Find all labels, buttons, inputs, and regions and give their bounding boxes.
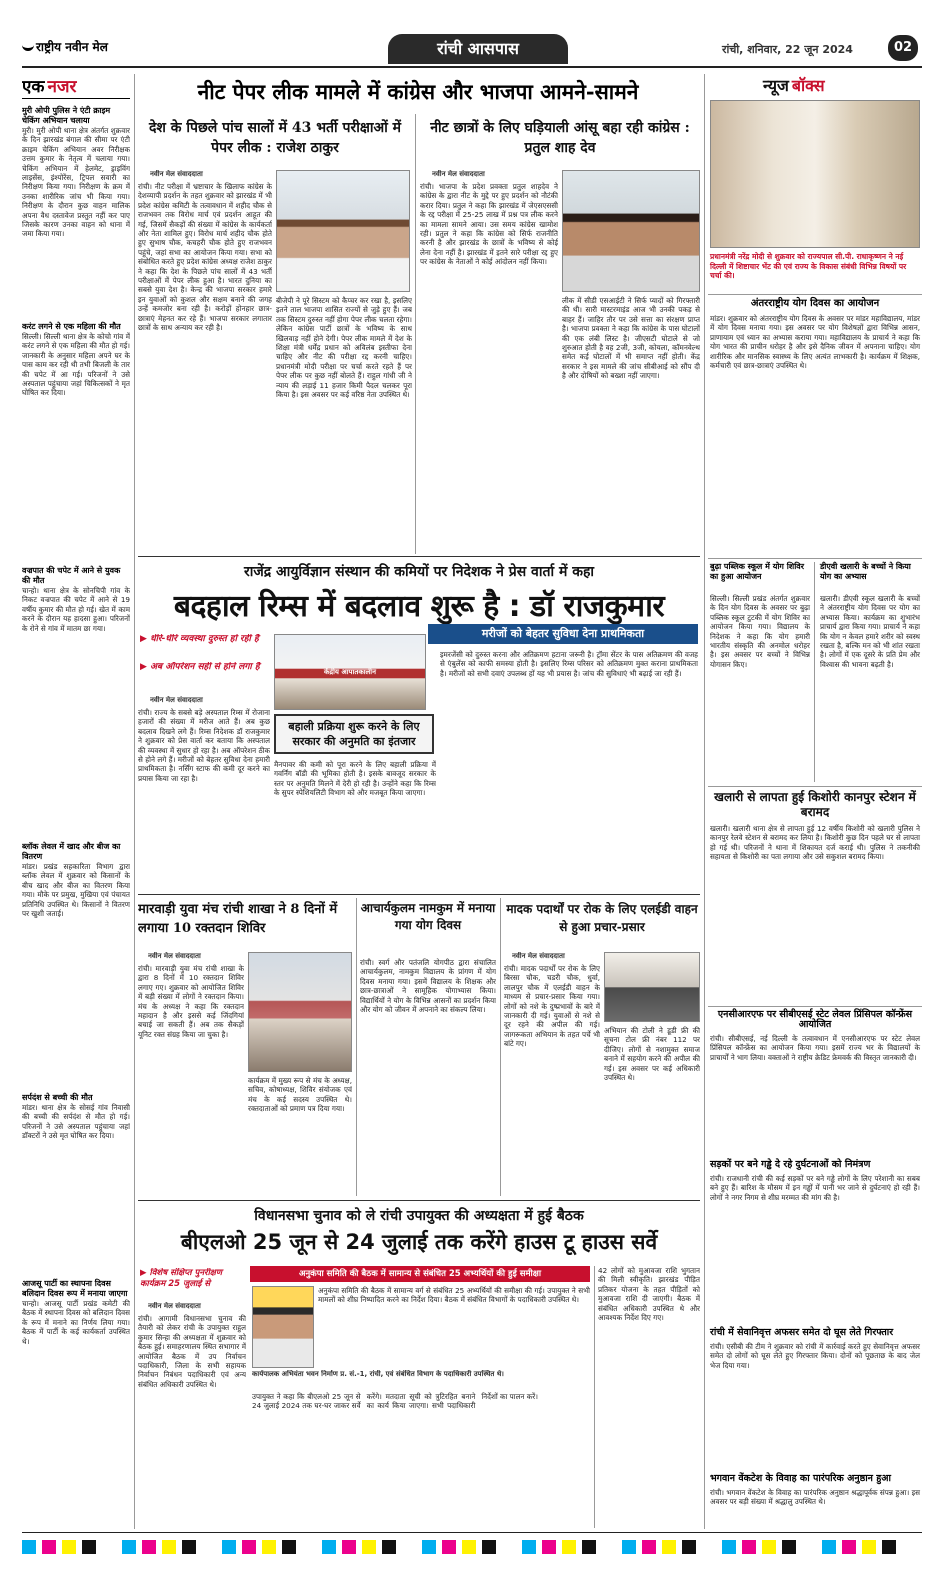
story-title: डीएवी खलारी के बच्चों ने किया योग का अभ्यास <box>820 562 911 581</box>
rims-story-body: रांची। राज्य के सबसे बड़े अस्पताल रिम्स में रोजाना हजारों की संख्या में मरीज आते हैं। अब कुछ बदलाव दिखने लगे हैं। रिम्स निदेशक डॉ राजकुमार ने शुक्रवार को प्रेस वार्ता कर बताया कि अस्पताल की व्यवस्था में सुधार हो रहा है। अब ऑपरेशन ठीक से होने लगे हैं। मरीजों को बेहतर सुविधा देना हमारी प्राथमिकता है। नर्सिंग स्टाफ की कमी दूर करने का प्रयास किया जा रहा है। <box>138 708 270 783</box>
column-divider <box>134 74 135 1529</box>
brief-headline: ब्लॉक लेवल में खाद और बीज का वितरण <box>22 842 121 861</box>
blood-donation-photo <box>248 952 352 1072</box>
divider <box>138 556 700 557</box>
led-van-photo <box>604 952 700 1022</box>
brand-logo: राष्ट्रीय नवीन मेल <box>22 38 132 58</box>
masthead <box>22 32 922 66</box>
congress-story-body-2: बीजेपी ने पूरे सिस्टम को कैप्चर कर रखा है, इसलिए इतने ताल भाजपा शासित राज्यों से जुड़े हुए हैं। जब तक सिस्टम दुरुस्त नहीं होगा पेपर लीक चलता रहेगा। लेकिन कांग्रेस पार्टी छात्रों के भविष्य के साथ खिलवाड़ नहीं होने देगी। पेपर लीक मामले में देश के शिक्षा मंत्री धर्मेंद्र प्रधान को अविलंब इस्तीफा देना चाहिए और नीट की परीक्षा रद्द करनी चाहिए। प्रधानमंत्री मोदी परीक्षा पर चर्चा करते रहते हैं पर पेपर लीक पर कुछ नहीं बोलते हैं। राहुल गांधी जी ने न्याय की लड़ाई 11 हजार किमी पैदल चलकर पूरा किया है। इस अवसर पर कई वरिष्ठ नेता उपस्थित थे। <box>276 296 412 400</box>
vidhan-kicker: विधानसभा चुनाव को ले रांची उपायुक्त की अध्यक्षता में हुई बैठक <box>254 1208 584 1224</box>
story-body: खलारी। खलारी थाना क्षेत्र से लापता हुई 12 वर्षीय किशोरी को खलारी पुलिस ने कानपुर रेलवे स्टेशन से बरामद कर लिया है। किशोरी कुछ दिन पहले घर से लापता हो गई थी। परिजनों ने थाना में शिकायत दर्ज कराई थी। पुलिस ने तकनीकी सहायता से किशोरी का पता लगाया और उसे सकुशल बरामद किया। <box>710 824 920 862</box>
madak-headline: मादक पदार्थों पर रोक के लिए एलईडी वाहन से हुआ प्रचार-प्रसार <box>506 902 698 934</box>
vidhan-story-body-4: 42 लोगों को मुआवजा राशि भुगतान की मिली स्वीकृति। झारखंड पीड़ित प्रतिकर योजना के तहत पीड़ितों को मुआवजा राशि दी जाएगी। बैठक में संबंधित अधिकारी उपस्थित थे और आवश्यक निर्देश दिए गए। <box>598 1266 700 1323</box>
brief-body: मांडर। प्रखंड सहकारिता विभाग द्वारा ब्लॉक लेवल में शुक्रवार को किसानों के बीच खाद और बीज का वितरण किया गया। मौके पर प्रमुख, मुखिया एवं पंचायत प्रतिनिधि उपस्थित थे। किसानों ने वितरण पर खुशी जताई। <box>22 862 130 919</box>
marwari-story-body: रांची। मारवाड़ी युवा मंच रांची शाखा के द्वारा 8 दिनों में 10 रक्तदान शिविर लगाए गए। शुक्रवार को आयोजित शिविर में बड़ी संख्या में लोगों ने रक्तदान किया। मंच के अध्यक्ष ने कहा कि रक्तदान महादान है और इससे कई जिंदगियां बचाई जा सकती हैं। अब तक सैकड़ों यूनिट रक्त संग्रह किया जा चुका है। <box>138 964 244 1039</box>
bjp-story-body: रांची। भाजपा के प्रदेश प्रवक्ता प्रतुल शाहदेव ने कांग्रेस के द्वारा नीट के मुद्दे पर हुए प्रदर्शन को नौटंकी करार दिया। प्रतुल ने कहा कि झारखंड में जेएसएससी के रद्द परीक्षा में 25-25 लाख में प्रश्न पत्र लीक करने का मामला सामने आया। उस समय कांग्रेस खामोश रही। प्रतुल ने कहा कि कांग्रेस को सिर्फ राजनीति करनी है और झारखंड के छात्रों के भविष्य से कोई लेना देना नहीं है। झारखंड में इतने सारे परीक्षा रद्द हुए पर कांग्रेस के नेताओं ने कोई आंदोलन नहीं किया। <box>420 182 558 267</box>
column-divider <box>594 1266 595 1528</box>
story-title: बुढ़ा पब्लिक स्कूल में योग शिविर का हुआ आयोजन <box>710 562 805 581</box>
byline: नवीन मेल संवाददाता <box>150 696 203 704</box>
divider <box>138 894 700 895</box>
congress-story-headline: देश के पिछले पांच सालों में 43 भर्ती परीक्षाओं में पेपर लीक : राजेश ठाकुर <box>148 120 402 156</box>
brief-body: चान्हो। थाना क्षेत्र के सोनचिपी गांव के निकट वज्रपात की चपेट में आने से 19 वर्षीय कुमार की मौत हो गई। खेत में काम करने के दौरान यह हादसा हुआ। परिजनों के रोने से गांव में मातम छा गया। <box>22 586 130 633</box>
brief-headline: करंट लगने से एक महिला की मौत <box>22 322 121 331</box>
story-body: मांडर। शुक्रवार को अंतरराष्ट्रीय योग दिवस के अवसर पर मांडर महाविद्यालय, मांडर में योग दिवस मनाया गया। इस अवसर पर योग विशेषज्ञों द्वारा विभिन्न आसन, प्राणायाम एवं ध्यान का अभ्यास कराया गया। महाविद्यालय के प्राचार्य ने कहा कि योग भारत की प्राचीन धरोहर है और इसे दैनिक जीवन में अपनाना चाहिए। योग शारीरिक और मानसिक स्वास्थ्य के लिए अत्यंत लाभकारी है। कार्यक्रम में शिक्षक, कर्मचारी एवं छात्र-छात्राएं उपस्थित थे। <box>710 314 920 371</box>
rims-bullet: ▶ अब ऑपरेशन सही से होने लगा है <box>140 662 260 672</box>
brief-headline: सर्पदंश से बच्ची की मौत <box>22 1093 93 1102</box>
brief-headline: मुरी ओपी पुलिस ने एंटी क्राइम चेकिंग अभियान चलाया <box>22 106 111 125</box>
ek-nazar-column <box>22 74 132 1529</box>
rims-story-body-3: इमरजेंसी को दुरुस्त करना और अतिक्रमण हटाना जरूरी है। ट्रॉमा सेंटर के पास अतिक्रमण की वजह से एंबुलेंस को काफी समस्या होती है। इसलिए रिम्स परिसर को अतिक्रमण मुक्त कराना प्राथमिकता है। मरीजों को सभी दवाएं उपलब्ध हों यह भी प्रयास है। जांच की सुविधाएं भी बढ़ाई जा रही हैं। <box>440 650 698 678</box>
rims-photo-sign: केंद्रीय आपातकालीन <box>324 668 376 676</box>
vidhan-headline: बीएलओ 25 जून से 24 जुलाई तक करेंगे हाउस टू हाउस सर्वे <box>180 1230 658 1254</box>
page-number: 02 <box>888 35 918 61</box>
arrow-icon: ▶ <box>140 1268 150 1278</box>
divider <box>708 1006 922 1007</box>
footer-rule <box>22 1532 922 1533</box>
byline: नवीन मेल संवाददाता <box>150 170 203 178</box>
arrow-icon: ▶ <box>140 662 151 672</box>
bjp-story-body-2: लीक में सीडी एसआईटी ने सिर्फ प्यादों को गिरफ्तारी की थी। सारी मास्टरमाइंड आज भी उनकी पकड़ से बाहर हैं। जाहिर तौर पर उसे सत्ता का संरक्षण प्राप्त है। भाजपा प्रवक्ता ने कहा कि कांग्रेस के पास घोटालों की एक लंबी लिस्ट है। जीएसटी घोटाले से जो शुरुआत होती है वह 2जी, 3जी, कोयला, कॉमनवेल्थ समेत कई घोटालों में भी समाप्त नहीं होती। केंद्र सरकार ने इस मामले की जांच सीबीआई को सौंप दी है और दोषियों को बख्शा नहीं जाएगा। <box>562 296 700 381</box>
rims-kicker: राजेंद्र आयुर्विज्ञान संस्थान की कमियों पर निदेशक ने प्रेस वार्ता में कहा <box>243 564 595 580</box>
story-title: भगवान वेंकटेश के विवाह का पारंपरिक अनुष्ठान हुआ <box>710 1473 891 1484</box>
byline: नवीन मेल संवाददाता <box>148 1302 201 1310</box>
brief-body: मांडर। थाना क्षेत्र के सोसई गांव निवासी की बच्ची की सर्पदंश से मौत हो गई। परिजनों ने उसे अस्पताल पहुंचाया जहां डॉक्टरों ने उसे मृत घोषित कर दिया। <box>22 1103 130 1141</box>
deputy-commissioner-photo <box>252 1286 314 1368</box>
divider <box>708 558 922 559</box>
rims-story-body-2: मैनपावर की कमी को पूरा करने के लिए बहाली प्रक्रिया में गवर्निंग बॉडी की भूमिका होती है। इसके बावजूद सरकार के स्तर पर अनुमति मिलने में देरी हो रही है। उन्होंने कहा कि रिम्स के सुपर स्पेशियलिटी विभाग को और मजबूत किया जाएगा। <box>274 760 436 798</box>
story-title: अंतरराष्ट्रीय योग दिवस का आयोजन <box>750 298 880 309</box>
divider <box>708 786 922 787</box>
divider <box>708 294 922 295</box>
divider <box>138 1200 700 1201</box>
brief-headline: आजसू पार्टी का स्थापना दिवस बलिदान दिवस रूप में मनाया जाएगा <box>22 1279 128 1298</box>
madak-story-body-2: अभियान की टोली ने डूडी फ्री की सूचना टोल फ्री नंबर 112 पर दीजिए। लोगों से नशामुक्त समाज बनाने में सहयोग करने की अपील की गई। इस अवसर पर कई अधिकारी उपस्थित थे। <box>604 1026 700 1083</box>
congress-story-body: रांची। नीट परीक्षा में भ्रष्टाचार के खिलाफ कांग्रेस के देशव्यापी प्रदर्शन के तहत शुक्रवार को झारखंड में भी प्रदेश कांग्रेस कमिटी के तत्वावधान में शहीद चौक से राजभवन तक विरोध मार्च एवं प्रदर्शन आहूत की गई, जिसमें सैकड़ों की संख्या में कांग्रेस के कार्यकर्ता और नेता शामिल हुए। विरोध मार्च शहीद चौक होते हुए सुभाष चौक, कचहरी चौक होते हुए राजभवन पहुंचे, जहां सभा का आयोजन किया गया। सभा को संबोधित करते हुए प्रदेश कांग्रेस अध्यक्ष राजेश ठाकुर ने कहा कि देश के पिछले पांच सालों में 43 भर्ती परीक्षाओं में पेपर लीक हुआ है। भारत दुनिया का सबसे युवा देश है। केन्द्र की भाजपा सरकार हमारे इन युवाओं को कुशल और सक्षम बनाने की जगह उन्हें कमजोर बना रही है। करोड़ों होनहार छात्र-छात्राएं मेहनत कर रहे हैं। भाजपा सरकार लगातार छात्रों के साथ अन्याय कर रही है। <box>138 182 272 333</box>
marwari-story-body-2: कार्यक्रम में मुख्य रूप से मंच के अध्यक्ष, सचिव, कोषाध्यक्ष, शिविर संयोजक एवं मंच के कई सदस्य उपस्थित थे। रक्तदाताओं को प्रमाण पत्र दिया गया। <box>248 1076 352 1114</box>
column-divider <box>415 114 416 554</box>
arrow-icon: ▶ <box>140 634 151 644</box>
vidhan-story-body-2: उपायुक्त ने कहा कि बीएलओ 25 जून से 24 जुलाई 2024 तक घर-घर जाकर सर्वे करेंगे। मतदाता सूची को त्रुटिरहित बनाने का कार्य किया जाएगा। सभी पदाधिकारी निर्देशों का पालन करें। <box>252 1392 538 1411</box>
dateline: रांची, शनिवार, 22 जून 2024 <box>722 43 853 56</box>
story-body: रांची। सीबीएसई, नई दिल्ली के तत्वावधान में एनसीआरएफ पर स्टेट लेवल प्रिंसिपल कॉन्फ्रेंस का आयोजन किया गया। इसमें राज्य भर के विद्यालयों के प्राचार्यों ने भाग लिया। वक्ताओं ने राष्ट्रीय क्रेडिट फ्रेमवर्क की विस्तृत जानकारी दी। <box>710 1034 920 1062</box>
column-divider <box>814 562 815 782</box>
column-divider <box>704 74 705 1529</box>
story-title: खलारी से लापता हुई किशोरी कानपुर स्टेशन में बरामद <box>714 790 916 819</box>
vidhan-photo-caption: कार्यपालक अभियंता भवन निर्माण प्र. सं.-1, रांची, एवं संबंधित विभाग के पदाधिकारी उपस्थित थे। <box>252 1370 504 1378</box>
rims-ribbon: मरीजों को बेहतर सुविधा देना प्राथमिकता <box>428 624 698 644</box>
marwari-headline: मारवाड़ी युवा मंच रांची शाखा ने 8 दिनों में लगाया 10 रक्तदान शिविर <box>138 902 338 936</box>
bird-icon <box>22 41 34 51</box>
story-title: एनसीआरएफ पर सीबीएसई स्टेट लेवल प्रिंसिपल कॉन्फ्रेंस आयोजित <box>717 1009 913 1030</box>
story-body: रांची। एसीबी की टीम ने शुक्रवार को रांची में कार्रवाई करते हुए सेवानिवृत्त अफसर समेत दो लोगों को घूस लेते हुए गिरफ्तार किया। दोनों को पूछताछ के बाद जेल भेज दिया गया। <box>710 1342 920 1370</box>
byline: नवीन मेल संवाददाता <box>148 952 201 960</box>
pratul-shahdeo-photo <box>562 170 700 292</box>
masthead-rule <box>22 66 922 68</box>
pm-governor-caption: प्रधानमंत्री नरेंद्र मोदी से शुक्रवार को राज्यपाल सी.पी. राधाकृष्णन ने नई दिल्ली में शिष्टाचार भेंट की एवं राज्य के विकास संबंधी विभिन्न विषयों पर चर्चा की। <box>710 252 907 280</box>
byline: नवीन मेल संवाददाता <box>512 952 565 960</box>
brief-body: चान्हो। आजसू पार्टी प्रखंड कमेटी की बैठक में स्थापना दिवस को बलिदान दिवस के रूप में मनाने का निर्णय लिया गया। बैठक में पार्टी के कई कार्यकर्ता उपस्थित थे। <box>22 1299 130 1346</box>
story-body: सिल्ली। सिल्ली प्रखंड अंतर्गत शुक्रवार के दिन योग दिवस के अवसर पर बुढ़ा पब्लिक स्कूल टुटकी में योग शिविर का आयोजन किया गया। विद्यालय के निदेशक ने कहा कि योग हमारी भारतीय संस्कृति की अनमोल धरोहर है। इस अवसर पर बच्चों ने विभिन्न योगासन किए। <box>710 594 810 669</box>
story-body: रांची। भगवान वेंकटेश के विवाह का पारंपरिक अनुष्ठान श्रद्धापूर्वक संपन्न हुआ। इस अवसर पर बड़ी संख्या में श्रद्धालु उपस्थित थे। <box>710 1488 920 1507</box>
story-title: सड़कों पर बने गड्ढे दे रहे दुर्घटनाओं को निमंत्रण <box>710 1159 871 1170</box>
section-title: रांची आसपास <box>388 34 568 64</box>
vidhan-tag: ▶ विशेष संक्षिप्त पुनरीक्षण कार्यक्रम 25 जुलाई से <box>140 1268 223 1289</box>
rims-approval-box: बहाली प्रक्रिया शुरू करने के लिए सरकार की अनुमति का इंतजार <box>274 714 434 754</box>
brief-headline: वज्रपात की चपेट में आने से युवक की मौत <box>22 566 121 585</box>
story-body: खलारी। डीएवी स्कूल खलारी के बच्चों ने अंतरराष्ट्रीय योग दिवस पर योग का अभ्यास किया। कार्यक्रम का शुभारंभ प्राचार्य द्वारा किया गया। प्राचार्य ने कहा कि योग न केवल हमारे शरीर को स्वस्थ रखता है, बल्कि मन को भी शांत रखता है। लोगों में एक दूसरे के प्रति प्रेम और विश्वास की भावना बढ़ती है। <box>820 594 920 669</box>
news-box-column <box>708 74 922 1529</box>
brief-body: सिल्ली। सिल्ली थाना क्षेत्र के कोचो गांव में करंट लगने से एक महिला की मौत हो गई। जानकारी के अनुसार महिला अपने घर के पास काम कर रही थी तभी बिजली के तार की चपेट में आ गई। परिजनों ने उसे अस्पताल पहुंचाया जहां चिकित्सकों ने मृत घोषित कर दिया। <box>22 332 130 398</box>
rajesh-thakur-photo <box>276 170 410 292</box>
print-color-bar <box>22 1540 922 1554</box>
pm-governor-photo <box>710 100 920 248</box>
acharya-story-body: रांची। स्वर्ग और पतंजलि योगपीठ द्वारा संचालित आचार्यकुलम, नामकुम विद्यालय के प्रांगण में योग दिवस मनाया गया। इसमें विद्यालय के शिक्षक और छात्र-छात्राओं ने सामूहिक योगाभ्यास किया। विद्यार्थियों ने योग के विभिन्न आसनों का प्रदर्शन किया और योग को जीवन में अपनाने का संकल्प लिया। <box>360 958 496 1015</box>
vidhan-story-body-3: अनुकंपा समिति की बैठक में सामान्य वर्ग से संबंधित 25 अभ्यर्थियों की समीक्षा की गई। उपायुक्त ने सभी मामलों को शीघ्र निष्पादित करने का निर्देश दिया। बैठक में संबंधित विभागों के पदाधिकारी उपस्थित थे। <box>318 1286 590 1305</box>
vidhan-story-body: रांची। आगामी विधानसभा चुनाव की तैयारी को लेकर रांची के उपायुक्त राहुल कुमार सिन्हा की अध्यक्षता में शुक्रवार को बैठक हुई। समाहरणालय स्थित सभागार में आयोजित बैठक में उप निर्वाचन पदाधिकारी, जिला के सभी सहायक निर्वाचन निबंधन पदाधिकारी एवं अन्य संबंधित अधिकारी उपस्थित थे। <box>138 1314 246 1389</box>
brief-body: मुरी। मुरी ओपी थाना क्षेत्र अंतर्गत शुक्रवार के दिन झारखंड बंगाल की सीमा पर एंटी क्राइम चेकिंग अभियान अवर निरीक्षक उत्तम कुमार के नेतृत्व में चलाया गया। चेकिंग अभियान में हेलमेट, ड्राइविंग लाइसेंस, इंश्योरेंस, ट्रिपल सवारी का निरीक्षण किया गया। निरीक्षण के क्रम में उनका शारीरिक जांच भी किया गया। निरीक्षण के दौरान कुछ वाहन मालिक अपना वैध दस्तावेज प्रस्तुत नहीं कर पाए जिसके कारण उनका वाहन को थाना में जमा किया गया। <box>22 126 130 239</box>
acharya-headline: आचार्यकुलम नामकुम में मनाया गया योग दिवस <box>360 901 496 932</box>
madak-story-body: रांची। मादक पदार्थों पर रोक के लिए बिरसा चौक, चडरी चौक, धुर्वा, लालपुर चौक में एलईडी वाहन के माध्यम से प्रचार-प्रसार किया गया। लोगों को नशे के दुष्प्रभावों के बारे में जानकारी दी गई। युवाओं से नशे से दूर रहने की अपील की गई। जागरूकता अभियान के तहत पर्चे भी बांटे गए। <box>504 964 600 1049</box>
byline: नवीन मेल संवाददाता <box>432 170 485 178</box>
anukampa-ribbon: अनुकंपा समिति की बैठक में सामान्य से संबंधित 25 अभ्यर्थियों की हुई समीक्षा <box>250 1266 590 1282</box>
bjp-story-headline: नीट छात्रों के लिए घड़ियाली आंसू बहा रही कांग्रेस : प्रतुल शाह देव <box>430 120 690 156</box>
rims-headline: बदहाल रिम्स में बदलाव शुरू है : डॉ राजकुमार <box>173 589 665 624</box>
story-body: रांची। राजधानी रांची की कई सड़कों पर बने गड्ढे लोगों के लिए परेशानी का सबब बने हुए हैं। बारिश के मौसम में इन गड्ढों में पानी भर जाने से दुर्घटनाएं हो रही हैं। लोगों ने नगर निगम से शीघ्र मरम्मत की मांग की है। <box>710 1174 920 1202</box>
divider <box>22 98 130 99</box>
rims-bullet: ▶ धीरे-धीरे व्यवस्था दुरुस्त हो रही है <box>140 634 259 644</box>
top-banner-headline: नीट पेपर लीक मामले में कांग्रेस और भाजपा आमने-सामने <box>197 79 639 104</box>
ek-nazar-header: एक नजर <box>22 77 77 97</box>
column-divider <box>500 898 501 1196</box>
story-title: रांची में सेवानिवृत्त अफसर समेत दो घूस लेते गिरफ्तार <box>710 1327 894 1338</box>
column-divider <box>356 898 357 1196</box>
news-box-header: न्यूज बॉक्स <box>763 76 825 95</box>
